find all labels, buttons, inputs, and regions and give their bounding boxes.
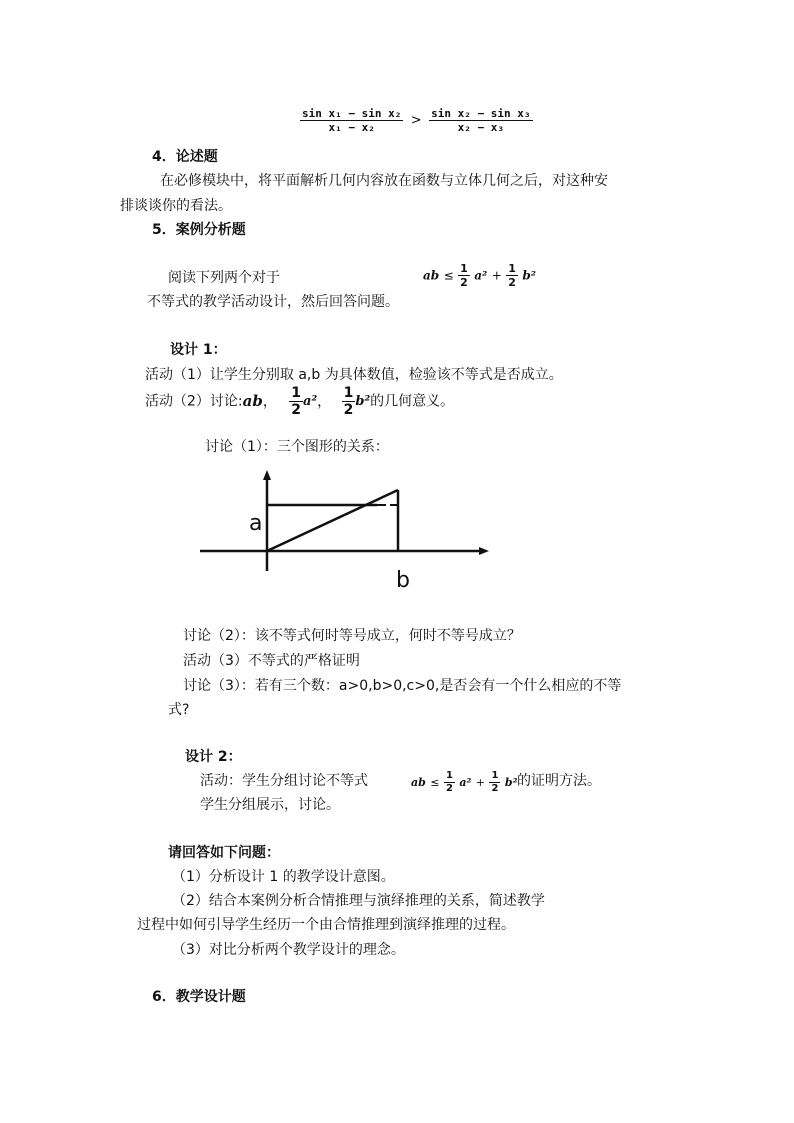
q6-heading: 6．教学设计题 [152,989,246,1005]
q5-heading: 5．案例分析题 [152,222,246,238]
design2-line1a: 活动：学生分组讨论不等式 [200,773,368,789]
design1-activity1: 活动（1）让学生分别取 a,b 为具体数值，检验该不等式是否成立。 [145,367,563,383]
design1-title: 设计 1： [170,342,227,358]
question-2-line2: 过程中如何引导学生经历一个由合情推理到演绎推理的过程。 [137,917,515,933]
design1-discuss3-line2: 式? [168,702,190,718]
design2-title: 设计 2： [185,749,242,765]
diagonal-line [267,490,398,551]
questions-heading: 请回答如下问题： [168,845,280,861]
question-3: （3）对比分析两个教学设计的理念。 [172,942,405,958]
q4-heading: 4．论述题 [152,149,218,165]
design1-discuss3-line1: 讨论（3）：若有三个数：a>0,b>0,c>0,是否会有一个什么相应的不等 [183,678,622,694]
question-2-line1: （2）结合本案例分析合情推理与演绎推理的关系，简述教学 [172,893,545,909]
q5-intro-a: 阅读下列两个对于 [168,270,280,286]
greater-than-sign: > [410,113,422,128]
q4-text-line2: 排谈谈你的看法。 [120,198,232,214]
left-numerator: sin x₁ − sin x₂ [302,107,402,120]
y-axis-arrow [263,470,271,480]
design1-discuss2: 讨论（2）：该不等式何时等号成立，何时不等号成立？ [183,628,521,644]
question-1: （1）分析设计 1 的教学设计意图。 [172,869,395,885]
left-denominator: x₁ − x₂ [328,121,375,134]
design1-activity2: 活动（2）讨论:ab， $\frac{1}{2}$ a²， $\frac{1}{2}$ b²的几何意义。 [145,385,455,418]
q5-intro-b: 不等式的教学活动设计，然后回答问题。 [147,294,399,310]
design2-inequality: ab ≤ $\frac{1}{2}$ a² + $\frac{1}{2}$ b² [411,770,518,794]
right-denominator: x₂ − x₃ [457,121,504,134]
design1-activity3: 活动（3）不等式的严格证明 [183,653,360,669]
x-axis-arrow [479,547,489,555]
q4-text-line1: 在必修模块中，将平面解析几何内容放在函数与立体几何之后，对这种安 [160,173,608,189]
design2-line2: 学生分组展示，讨论。 [200,797,340,813]
label-b: b [396,568,410,593]
design1-discuss1: 讨论（1）：三个图形的关系： [205,439,389,455]
label-a: a [249,511,263,536]
inequality-formula: ab ≤ $\frac{1}{2}$ a² + $\frac{1}{2}$ b² [423,262,537,289]
right-numerator: sin x₂ − sin x₃ [431,107,531,120]
design2-line1b: 的证明方法。 [517,773,601,789]
